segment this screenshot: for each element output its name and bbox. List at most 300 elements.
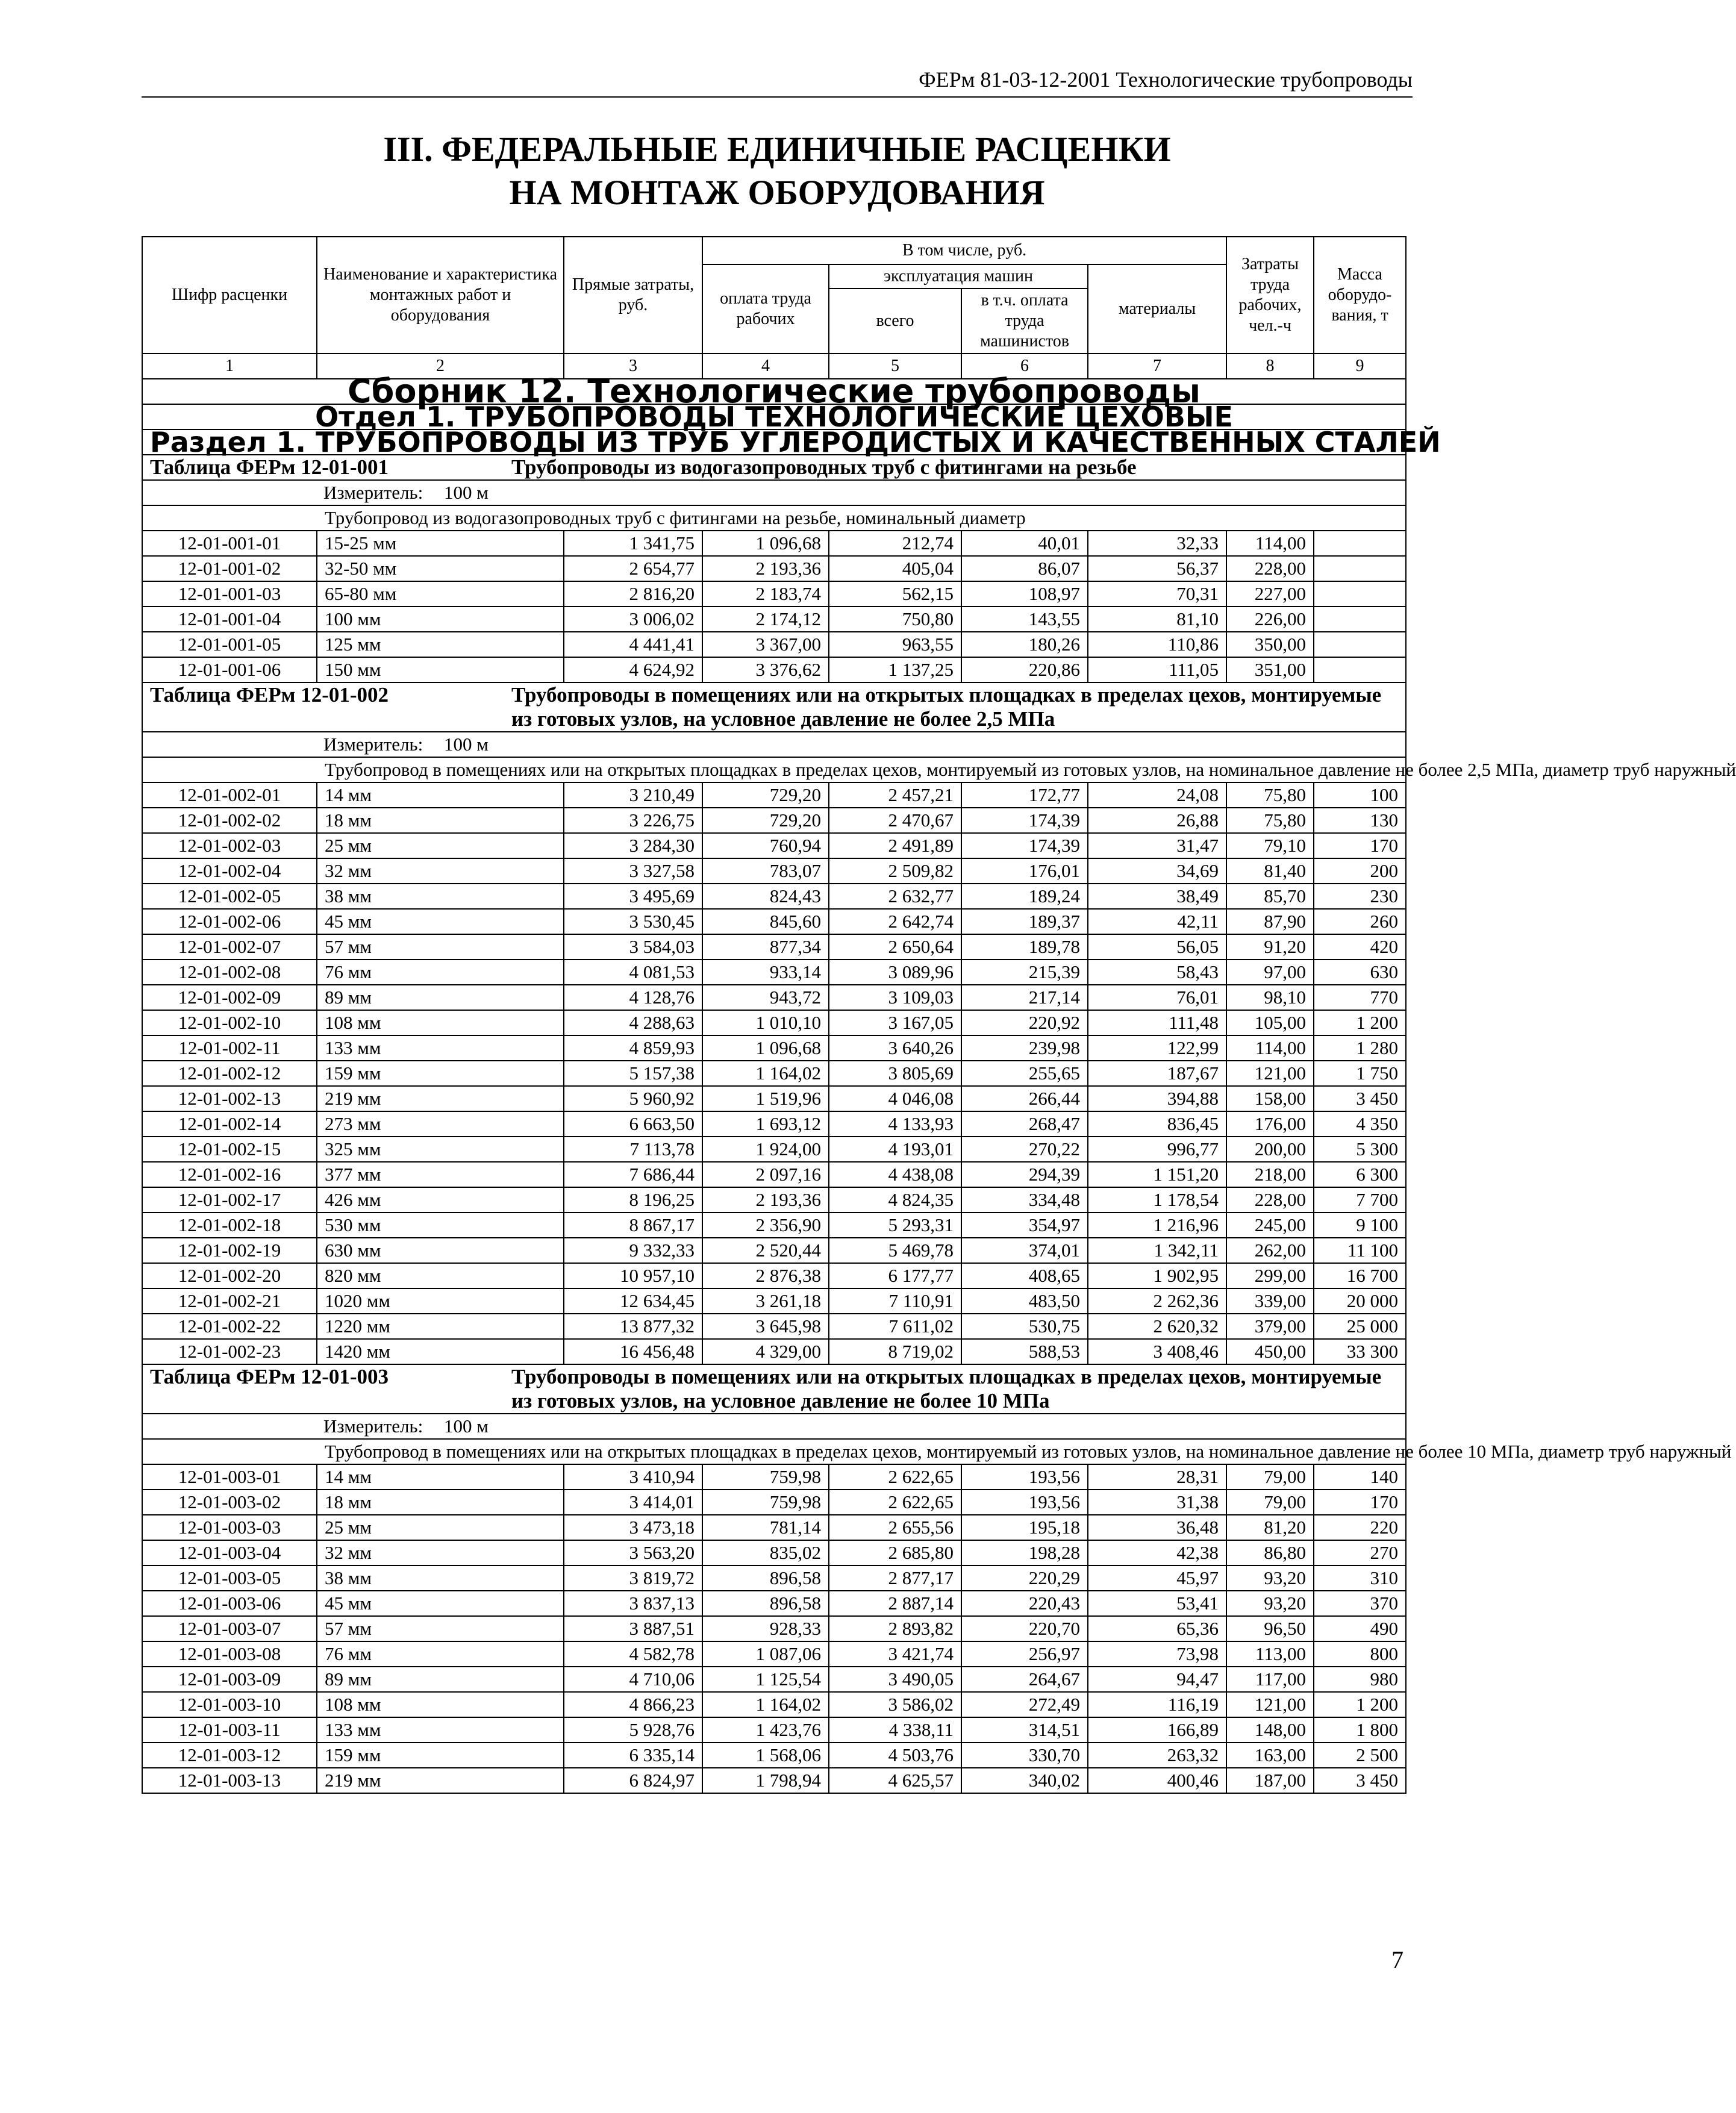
table-cell: 65,36 [1088,1616,1226,1641]
table-cell: 314,51 [961,1717,1088,1743]
measure-row [142,480,1406,505]
table-cell: 1 137,25 [829,657,961,682]
table-cell: 200,00 [1226,1137,1314,1162]
table-row [142,782,1406,808]
table-cell: 93,20 [1226,1565,1314,1591]
table-cell: 1 216,96 [1088,1213,1226,1238]
measure [142,1414,1406,1439]
table-cell: 820 мм [317,1263,564,1288]
table-cell: 294,39 [961,1162,1088,1187]
table-cell: 3 284,30 [564,833,702,858]
table-cell: 121,00 [1226,1692,1314,1717]
table-cell: 4 081,53 [564,960,702,985]
table-cell: 256,97 [961,1641,1088,1667]
table-cell: 28,31 [1088,1464,1226,1490]
table-cell: 273 мм [317,1111,564,1137]
table-cell: 5 469,78 [829,1238,961,1263]
table-cell: 3 226,75 [564,808,702,833]
table-cell: 116,19 [1088,1692,1226,1717]
table-cell: 187,67 [1088,1061,1226,1086]
table-cell: 53,41 [1088,1591,1226,1616]
table-cell: 783,07 [702,858,829,884]
table-cell: 339,00 [1226,1288,1314,1314]
table-cell: 3 805,69 [829,1061,961,1086]
table-cell: 121,00 [1226,1061,1314,1086]
table-heading [142,682,1406,732]
table-cell [1314,657,1406,682]
table-cell: 3 408,46 [1088,1339,1226,1364]
table-cell: 12-01-003-09 [142,1667,317,1692]
description-row [142,1439,1406,1464]
table-cell: 2 262,36 [1088,1288,1226,1314]
measure-unit: 100 м [444,1415,489,1437]
table-cell: 220,29 [961,1565,1088,1591]
table-cell: 75,80 [1226,782,1314,808]
table-cell: 58,43 [1088,960,1226,985]
measure-label: Измеритель: [323,1415,423,1437]
table-cell: 4 288,63 [564,1010,702,1035]
table-cell: 38 мм [317,884,564,909]
table-cell: 405,04 [829,556,961,581]
table-cell: 4 624,92 [564,657,702,682]
table-cell: 3 495,69 [564,884,702,909]
table-cell: 227,00 [1226,581,1314,607]
table-row [142,657,1406,682]
table-row [142,632,1406,657]
table-cell: 85,70 [1226,884,1314,909]
table-cell: 4 128,76 [564,985,702,1010]
table-cell: 45 мм [317,1591,564,1616]
table-cell: 2 622,65 [829,1490,961,1515]
table-cell: 239,98 [961,1035,1088,1061]
table-cell: 86,07 [961,556,1088,581]
table-cell: 1 341,75 [564,531,702,556]
table-cell: 4 625,57 [829,1768,961,1793]
table-cell: 5 300 [1314,1137,1406,1162]
table-cell: 2 174,12 [702,607,829,632]
table-cell: 270 [1314,1540,1406,1565]
table-cell: 255,65 [961,1061,1088,1086]
table-cell: 14 мм [317,1464,564,1490]
description-text: Трубопровод в помещениях или на открытых площадках в пределах цехов, монтируемый из готовых узлов, на номинальное давление не более 2,5 МПа, диаметр труб наружный [325,759,1736,780]
table-cell: 140 [1314,1464,1406,1490]
col-header-machinist-labor: в т.ч. оплата труда машинистов [961,289,1088,354]
table-cell: 220 [1314,1515,1406,1540]
table-cell: 31,47 [1088,833,1226,858]
table-cell: 25 мм [317,1515,564,1540]
table-cell: 1 280 [1314,1035,1406,1061]
table-row [142,1717,1406,1743]
table-row [142,1768,1406,1793]
table-cell: 220,86 [961,657,1088,682]
table-cell: 12-01-002-11 [142,1035,317,1061]
table-cell: 6 824,97 [564,1768,702,1793]
table-cell: 12-01-003-11 [142,1717,317,1743]
table-row [142,1111,1406,1137]
table-cell: 3 450 [1314,1086,1406,1111]
table-cell: 1 342,11 [1088,1238,1226,1263]
table-cell: 81,40 [1226,858,1314,884]
table-cell: 4 193,01 [829,1137,961,1162]
col-header-materials: материалы [1088,264,1226,354]
table-code: Таблица ФЕРм 12-01-001 [150,455,389,479]
table-row [142,1314,1406,1339]
table-cell: 1 924,00 [702,1137,829,1162]
table-row [142,1667,1406,1692]
table-cell: 166,89 [1088,1717,1226,1743]
table-cell: 2 893,82 [829,1616,961,1641]
table-cell: 12-01-003-05 [142,1565,317,1591]
table-cell: 198,28 [961,1540,1088,1565]
table-cell: 2 356,90 [702,1213,829,1238]
table-cell: 2 097,16 [702,1162,829,1187]
table-row [142,1238,1406,1263]
column-number: 8 [1226,354,1314,379]
table-cell: 3 450 [1314,1768,1406,1793]
measure-label: Измеритель: [323,482,423,503]
table-cell: 12-01-002-12 [142,1061,317,1086]
table-cell: 1 151,20 [1088,1162,1226,1187]
table-cell: 3 167,05 [829,1010,961,1035]
column-number: 3 [564,354,702,379]
table-cell: 824,43 [702,884,829,909]
table-cell: 3 421,74 [829,1641,961,1667]
table-cell: 2 887,14 [829,1591,961,1616]
table-row [142,1743,1406,1768]
table-cell: 4 329,00 [702,1339,829,1364]
table-cell: 75,80 [1226,808,1314,833]
table-cell: 3 837,13 [564,1591,702,1616]
table-cell: 2 193,36 [702,556,829,581]
section-title: Раздел 1. ТРУБОПРОВОДЫ ИЗ ТРУБ УГЛЕРОДИСТЫХ И КАЧЕСТВЕННЫХ СТАЛЕЙ [142,429,1406,455]
table-cell: 111,05 [1088,657,1226,682]
table-row [142,1086,1406,1111]
table-cell: 3 210,49 [564,782,702,808]
table-cell: 2 470,67 [829,808,961,833]
table-row [142,960,1406,985]
table-cell: 14 мм [317,782,564,808]
table-cell: 57 мм [317,934,564,960]
table-cell: 189,37 [961,909,1088,934]
description [142,1439,1732,1464]
table-cell: 770 [1314,985,1406,1010]
table-cell: 350,00 [1226,632,1314,657]
table-cell: 193,56 [961,1464,1088,1490]
table-cell: 42,38 [1088,1540,1226,1565]
table-cell: 483,50 [961,1288,1088,1314]
table-cell: 13 877,32 [564,1314,702,1339]
table-cell: 7 611,02 [829,1314,961,1339]
table-cell: 32-50 мм [317,556,564,581]
table-cell: 81,20 [1226,1515,1314,1540]
table-cell: 4 710,06 [564,1667,702,1692]
table-cell: 896,58 [702,1591,829,1616]
table-cell: 12-01-003-10 [142,1692,317,1717]
table-cell: 20 000 [1314,1288,1406,1314]
table-cell: 7 110,91 [829,1288,961,1314]
table-cell: 86,80 [1226,1540,1314,1565]
table-cell: 212,74 [829,531,961,556]
table-cell: 9 100 [1314,1213,1406,1238]
table-title: Трубопроводы в помещениях или на открытых площадках в пределах цехов, монтируемые из готовых узлов, на условное давление не более 2,5 МПа [511,683,1382,731]
table-row [142,1692,1406,1717]
table-cell: 10 957,10 [564,1263,702,1288]
table-cell: 1020 мм [317,1288,564,1314]
table-cell: 3 367,00 [702,632,829,657]
table-row [142,1187,1406,1213]
table-cell: 3 089,96 [829,960,961,985]
table-cell: 12-01-002-03 [142,833,317,858]
table-cell: 2 193,36 [702,1187,829,1213]
table-cell: 12-01-002-09 [142,985,317,1010]
measure-unit: 100 м [444,482,489,503]
table-cell: 108 мм [317,1692,564,1717]
table-cell: 12-01-003-03 [142,1515,317,1540]
table-cell: 15-25 мм [317,531,564,556]
table-cell: 12-01-002-13 [142,1086,317,1111]
table-code: Таблица ФЕРм 12-01-003 [150,1365,389,1388]
table-cell: 2 655,56 [829,1515,961,1540]
table-cell [1314,581,1406,607]
table-cell: 1 178,54 [1088,1187,1226,1213]
table-cell: 2 500 [1314,1743,1406,1768]
table-cell: 3 563,20 [564,1540,702,1565]
col-header-machines: эксплуатация машин [829,264,1088,289]
table-cell: 2 620,32 [1088,1314,1226,1339]
table-cell: 400,46 [1088,1768,1226,1793]
description-text: Трубопровод в помещениях или на открытых площадках в пределах цехов, монтируемый из готовых узлов, на номинальное давление не более 10 МПа, диаметр труб наружный [325,1441,1732,1462]
description [142,505,1406,531]
table-cell: 12-01-001-05 [142,632,317,657]
column-number: 9 [1314,354,1406,379]
table-cell: 12-01-002-17 [142,1187,317,1213]
table-cell: 3 530,45 [564,909,702,934]
table-cell: 3 490,05 [829,1667,961,1692]
table-cell: 110,86 [1088,632,1226,657]
table-cell: 12-01-002-08 [142,960,317,985]
table-row [142,1515,1406,1540]
table-cell: 180,26 [961,632,1088,657]
table-cell: 2 183,74 [702,581,829,607]
table-row [142,1263,1406,1288]
table-cell: 174,39 [961,833,1088,858]
table-cell: 377 мм [317,1162,564,1187]
table-cell: 1 750 [1314,1061,1406,1086]
page-number: 7 [1391,1946,1403,1973]
table-cell: 3 414,01 [564,1490,702,1515]
table-row [142,858,1406,884]
table-cell: 3 473,18 [564,1515,702,1540]
table-cell: 5 928,76 [564,1717,702,1743]
table-cell: 2 650,64 [829,934,961,960]
table-row [142,1464,1406,1490]
table-cell: 3 006,02 [564,607,702,632]
table-cell: 3 109,03 [829,985,961,1010]
table-cell: 105,00 [1226,1010,1314,1035]
table-cell: 159 мм [317,1061,564,1086]
table-cell: 170 [1314,1490,1406,1515]
table-cell: 420 [1314,934,1406,960]
table-cell: 2 457,21 [829,782,961,808]
page-title [142,128,1413,214]
table-cell: 835,02 [702,1540,829,1565]
table-cell: 57 мм [317,1616,564,1641]
table-row [142,1162,1406,1187]
table-cell: 759,98 [702,1464,829,1490]
table-row [142,1540,1406,1565]
table-cell: 340,02 [961,1768,1088,1793]
table-cell: 87,90 [1226,909,1314,934]
table-cell: 12-01-002-04 [142,858,317,884]
table-cell: 6 663,50 [564,1111,702,1137]
table-cell: 12-01-001-03 [142,581,317,607]
table-cell: 1 096,68 [702,1035,829,1061]
table-cell: 12-01-001-06 [142,657,317,682]
table-cell: 12-01-002-16 [142,1162,317,1187]
table-cell: 759,98 [702,1490,829,1515]
table-cell: 12-01-002-05 [142,884,317,909]
col-header-mass: Масса оборудо-вания, т [1314,237,1406,354]
table-cell: 750,80 [829,607,961,632]
table-cell: 12-01-002-22 [142,1314,317,1339]
table-cell: 8 867,17 [564,1213,702,1238]
page-title-line-1: III. ФЕДЕРАЛЬНЫЕ ЕДИНИЧНЫЕ РАСЦЕНКИ [383,130,1171,169]
table-cell: 2 877,17 [829,1565,961,1591]
table-cell: 5 157,38 [564,1061,702,1086]
table-row [142,1061,1406,1086]
table-cell [1314,556,1406,581]
table-cell: 4 441,41 [564,632,702,657]
table-cell: 272,49 [961,1692,1088,1717]
table-cell: 1 010,10 [702,1010,829,1035]
table-title: Трубопроводы в помещениях или на открытых площадках в пределах цехов, монтируемые из готовых узлов, на условное давление не более 10 МПа [511,1365,1382,1412]
table-cell: 1220 мм [317,1314,564,1339]
description-row [142,757,1406,782]
table-cell: 5 960,92 [564,1086,702,1111]
table-cell: 2 509,82 [829,858,961,884]
col-header-labor: оплата труда рабочих [702,264,829,354]
table-cell: 150 мм [317,657,564,682]
table-cell: 2 622,65 [829,1464,961,1490]
table-cell: 268,47 [961,1111,1088,1137]
measure-row [142,732,1406,757]
table-cell: 38,49 [1088,884,1226,909]
table-cell: 3 640,26 [829,1035,961,1061]
table-cell: 79,00 [1226,1464,1314,1490]
table-cell: 1 125,54 [702,1667,829,1692]
table-cell: 170 [1314,833,1406,858]
table-heading-row [142,1364,1406,1414]
table-cell: 133 мм [317,1717,564,1743]
table-cell: 113,00 [1226,1641,1314,1667]
table-cell: 16 700 [1314,1263,1406,1288]
table-cell: 2 491,89 [829,833,961,858]
table-cell: 270,22 [961,1137,1088,1162]
table-row [142,909,1406,934]
table-cell: 12-01-003-02 [142,1490,317,1515]
table-cell: 263,32 [1088,1743,1226,1768]
table-cell: 56,37 [1088,556,1226,581]
table-cell: 189,24 [961,884,1088,909]
column-number: 5 [829,354,961,379]
table-cell: 12-01-002-18 [142,1213,317,1238]
table-cell: 12-01-002-20 [142,1263,317,1288]
table-cell: 4 350 [1314,1111,1406,1137]
table-cell: 2 642,74 [829,909,961,934]
table-cell: 11 100 [1314,1238,1406,1263]
table-cell: 1 087,06 [702,1641,829,1667]
table-cell: 187,00 [1226,1768,1314,1793]
table-cell: 266,44 [961,1086,1088,1111]
table-cell: 56,05 [1088,934,1226,960]
table-cell: 760,94 [702,833,829,858]
table-cell: 450,00 [1226,1339,1314,1364]
table-cell [1314,531,1406,556]
table-cell: 980 [1314,1667,1406,1692]
table-cell: 299,00 [1226,1263,1314,1288]
table-cell: 7 686,44 [564,1162,702,1187]
table-cell: 12-01-003-04 [142,1540,317,1565]
table-cell: 3 410,94 [564,1464,702,1490]
table-cell: 2 816,20 [564,581,702,607]
table-cell: 12-01-001-04 [142,607,317,632]
table-cell: 896,58 [702,1565,829,1591]
table-cell: 12-01-003-12 [142,1743,317,1768]
table-cell: 530,75 [961,1314,1088,1339]
table-cell: 3 376,62 [702,657,829,682]
table-cell: 1 902,95 [1088,1263,1226,1288]
table-cell: 143,55 [961,607,1088,632]
table-cell: 220,70 [961,1616,1088,1641]
table-cell: 2 520,44 [702,1238,829,1263]
table-cell: 3 261,18 [702,1288,829,1314]
table-cell: 4 133,93 [829,1111,961,1137]
table-cell: 4 824,35 [829,1187,961,1213]
table-cell: 24,08 [1088,782,1226,808]
table-cell: 33 300 [1314,1339,1406,1364]
page-title-line-2: НА МОНТАЖ ОБОРУДОВАНИЯ [509,173,1045,212]
table-cell: 4 438,08 [829,1162,961,1187]
table-heading-row [142,682,1406,732]
table-cell [1314,607,1406,632]
table-cell: 12-01-002-15 [142,1137,317,1162]
table-cell: 94,47 [1088,1667,1226,1692]
table-cell: 32 мм [317,1540,564,1565]
table-cell: 174,39 [961,808,1088,833]
table-cell: 9 332,33 [564,1238,702,1263]
table-cell: 114,00 [1226,1035,1314,1061]
table-cell: 310 [1314,1565,1406,1591]
table-cell: 1 164,02 [702,1061,829,1086]
table-cell: 18 мм [317,1490,564,1515]
table-cell: 1 693,12 [702,1111,829,1137]
column-number: 7 [1088,354,1226,379]
table-cell: 963,55 [829,632,961,657]
table-cell: 228,00 [1226,1187,1314,1213]
table-cell: 4 503,76 [829,1743,961,1768]
table-cell: 996,77 [1088,1137,1226,1162]
table-cell: 1 519,96 [702,1086,829,1111]
table-cell: 6 335,14 [564,1743,702,1768]
table-row [142,1035,1406,1061]
table-row [142,531,1406,556]
table-heading [142,455,1406,480]
table-cell: 262,00 [1226,1238,1314,1263]
table-cell: 172,77 [961,782,1088,808]
table-cell: 374,01 [961,1238,1088,1263]
table-cell: 4 046,08 [829,1086,961,1111]
table-cell: 1 568,06 [702,1743,829,1768]
